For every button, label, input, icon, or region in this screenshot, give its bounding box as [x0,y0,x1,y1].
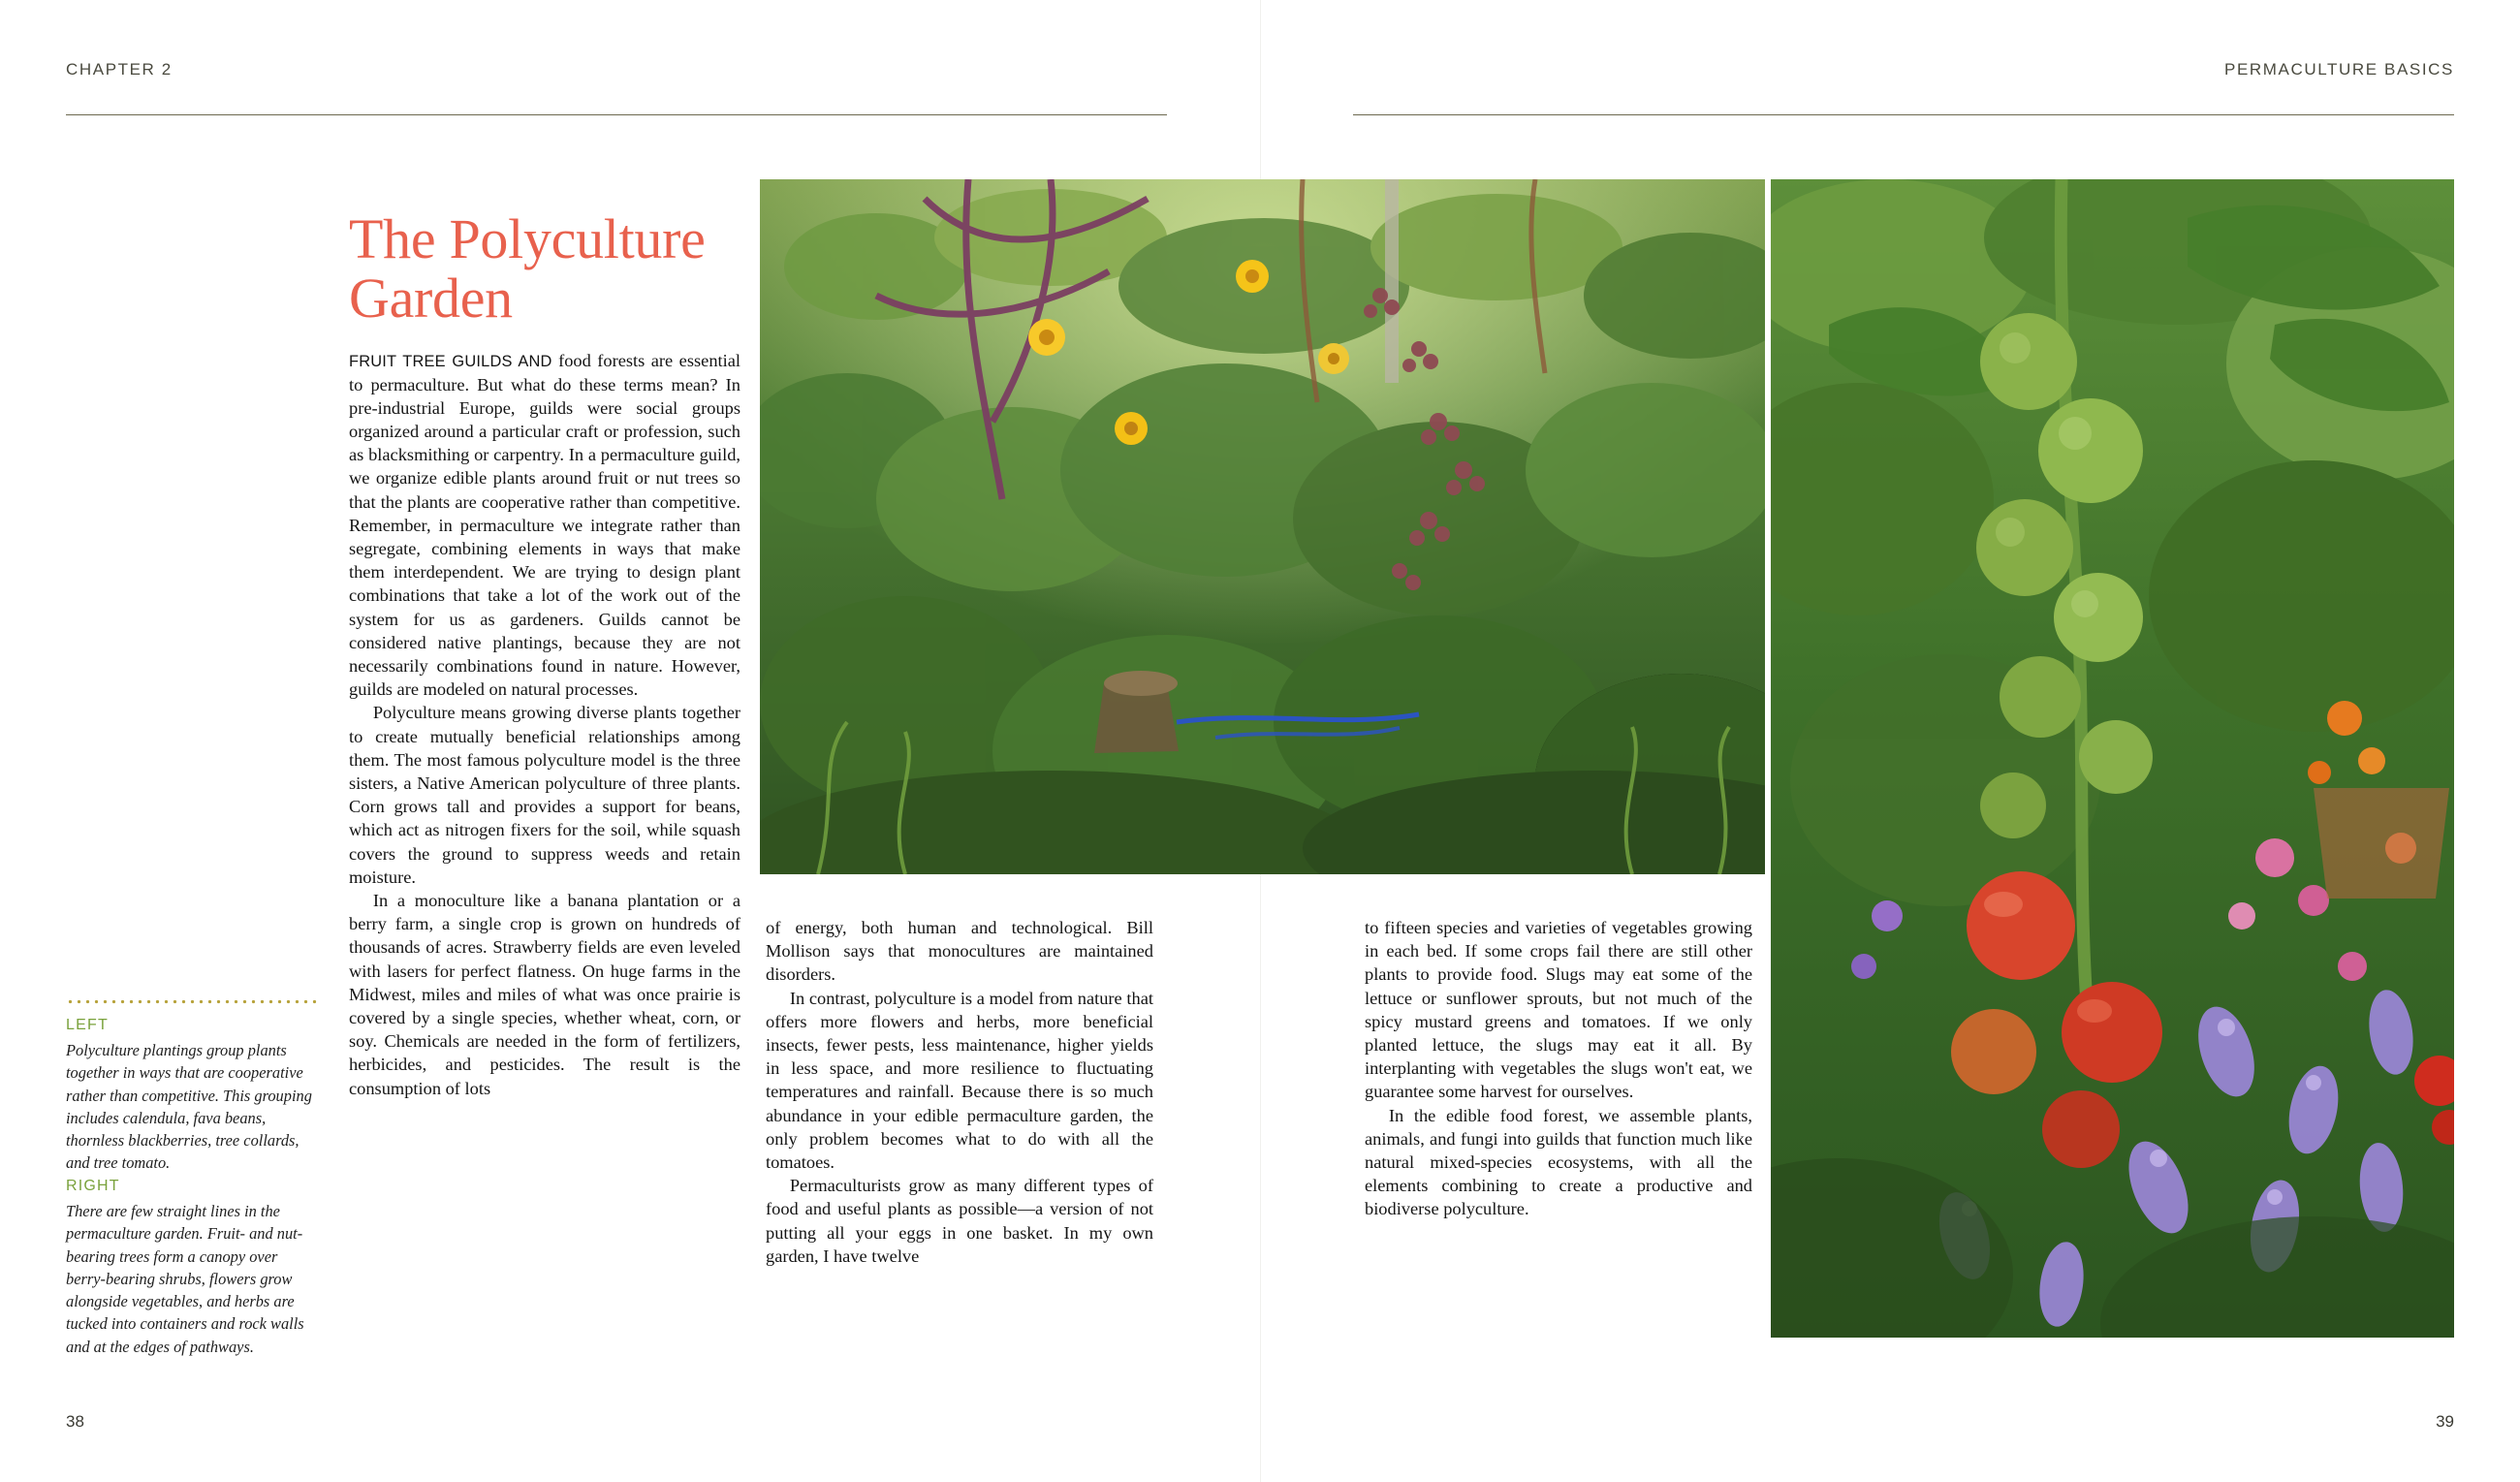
photo-right-graphic [1771,179,2454,1338]
paragraph: In a monoculture like a banana plantation or a berry farm, a single crop is grown on hundreds of thousands of acres. Strawberry fields are even leveled with lasers for perfect flatness. On huge farms in the Midwest, miles and miles of what was once prairie is covered by a single species, whether wheat, corn, or soy. Chemicals are needed in the form of fertilizers, herbicides, and pesticides. The result is the consumption of lots [349,891,740,1098]
caption-text: There are few straight lines in the permaculture garden. Fruit- and nut-bearing trees form a canopy over berry-bearing shrubs, flowers grow alongside vegetables, and herbs are tucked into containers and rock walls and at the edges of pathways. [66,1202,304,1356]
page-number-right: 39 [2436,1412,2454,1431]
paragraph [349,349,740,701]
body-column-2 [766,916,1153,1268]
caption-left [66,998,320,1175]
paragraph-text: food forests are essential to permaculture. But what do these terms mean? In pre-industrial Europe, guilds were social groups organized around a particular craft or profession, such as blacksmithing or carpentry. In a permaculture guild, we organize edible plants around fruit or nut trees so that the plants are cooperative rather than competitive. Remember, in permaculture we integrate rather than segregate, combining elements in ways that make them interdependent. We are trying to design plant combinations that take a lot of the work out of the system for us as gardeners. Guilds cannot be considered native plantings, because they are not necessarily combinations found in nature. However, guilds are modeled on natural processes. [349,351,740,700]
paragraph: of energy, both human and technological. Bill Mollison says that monocultures are maintained disorders. [766,918,1153,985]
running-head-right: PERMACULTURE BASICS [2224,60,2454,79]
body-column-1 [349,349,740,1100]
lead-in-text: FRUIT TREE GUILDS AND [349,353,552,370]
paragraph: In contrast, polyculture is a model from nature that offers more flowers and herbs, more beneficial insects, fewer pests, less maintenance, higher yields in less space, and more resilience to fluctuating temperatures and rainfall. Because there is so much abundance in your edible permaculture garden, the only problem becomes what to do with all the tomatoes. [766,988,1153,1173]
header-rule-right [1353,114,2454,115]
photo-polyculture-bed [760,179,1765,874]
paragraph: to fifteen species and varieties of vegetables growing in each bed. If some crops fail there are still other plants to provide food. Slugs may eat some of the lettuce or sunflower sprouts, but not much of the spicy mustard greens and tomatoes. If we only planted lettuce, the slugs may eat it all. By interplanting with vegetables the slugs won't eat, we guarantee some harvest for ourselves. [1365,918,1752,1102]
caption-text: Polyculture plantings group plants together in ways that are cooperative rather than competitive. This grouping includes calendula, fava beans, thornless blackberries, tree collards, and tree tomato. [66,1041,312,1173]
caption-right [66,1178,320,1358]
paragraph: Polyculture means growing diverse plants together to create mutually beneficial relationships among them. The most famous polyculture model is the three sisters, a Native American polyculture of three plants. Corn grows tall and provides a support for beans, which act as nitrogen fixers for the soil, while squash covers the ground to suppress weeds and retain moisture. [349,703,740,887]
dotted-rule [66,998,320,1005]
photo-tomato-vine [1771,179,2454,1338]
header-rule-left [66,114,1167,115]
running-head-left: CHAPTER 2 [66,60,173,79]
paragraph: Permaculturists grow as many different types of food and useful plants as possible—a version of not putting all your eggs in one basket. In my own garden, I have twelve [766,1176,1153,1266]
caption-label: LEFT [66,1017,109,1033]
page-title: The Polyculture Garden [349,206,706,330]
page-number-left: 38 [66,1412,84,1431]
photo-left-graphic [760,179,1765,874]
caption-label: RIGHT [66,1178,120,1194]
body-column-3 [1365,916,1752,1221]
paragraph: In the edible food forest, we assemble plants, animals, and fungi into guilds that function much like natural mixed-species ecosystems, with all the elements combining to create a productive and biodiverse polyculture. [1365,1105,1752,1219]
